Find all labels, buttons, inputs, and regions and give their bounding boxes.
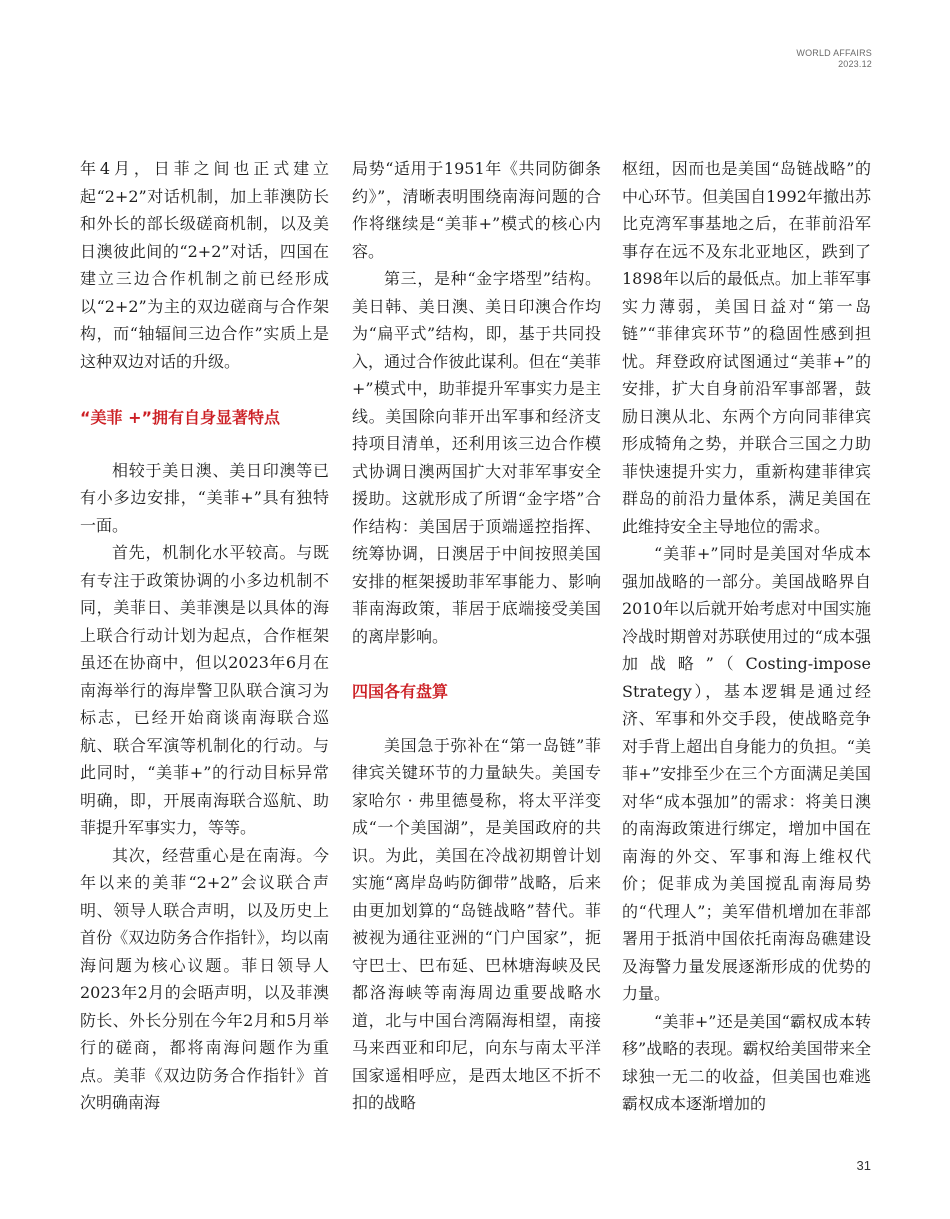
running-header — [796, 48, 872, 70]
paragraph: “美菲+”还是美国“霸权成本转移”战略的表现。霸权给美国带来全球独一无二的收益，但美国也难逃霸权成本逐渐增加的 — [622, 1011, 871, 1113]
section-heading: “美菲 +”拥有自身显著特点 — [80, 408, 281, 427]
paragraph: 其次，经营重心是在南海。今年以来的美菲“2+2”会议联合声明、领导人联合声明，以及历史上首份《双边防务合作指针》，均以南海问题为核心议题。菲日领导人2023年2月的会晤声明，以及菲澳防长、外长分别在今年2月和5月举行的磋商，都将南海问题作为重点。美菲《双边防务合作指针》首次明确南海 — [80, 845, 329, 1112]
paragraph: 年4月，日菲之间也正式建立起“2+2”对话机制，加上菲澳防长和外长的部长级磋商机制，以及美日澳彼此间的“2+2”对话，四国在建立三边合作机制之前已经形成以“2+2”为主的双边磋商与合作架构，而“轴辐间三边合作”实质上是这种双边对话的升级。 — [80, 159, 329, 371]
paragraph: 局势“适用于1951年《共同防御条约》”，清晰表明围绕南海问题的合作将继续是“美菲+”模式的核心内容。 — [352, 159, 601, 261]
section-heading: 四国各有盘算 — [352, 682, 449, 701]
paragraph: 相较于美日澳、美日印澳等已有小多边安排，“美菲+”具有独特一面。 — [80, 460, 329, 535]
issue-date: 2023.12 — [838, 59, 872, 69]
paragraph: 首先，机制化水平较高。与既有专注于政策协调的小多边机制不同，美菲日、美菲澳是以具体的海上联合行动计划为起点，合作框架虽还在协商中，但以2023年6月在南海举行的海岸警卫队联合演习为标志，已经开始商谈南海联合巡航、联合军演等机制化的行动。与此同时，“美菲+”的行动目标异常明确，即，开展南海联合巡航、助菲提升军事实力，等等。 — [80, 543, 329, 837]
column-1 — [80, 155, 329, 1117]
paragraph: 美国急于弥补在“第一岛链”菲律宾关键环节的力量缺失。美国专家哈尔 · 弗里德曼称，将太平洋变成“一个美国湖”，是美国政府的共识。为此，美国在冷战初期曾计划实施“离岸岛屿防御带”战略，后来由更加划算的“岛链战略”替代。菲被视为通往亚洲的“门户国家”，扼守巴士、巴布延、巴林塘海峡及民都洛海峡等南海周边重要战略水道，北与中国台湾隔海相望，南接马来西亚和印尼，向东与南太平洋国家遥相呼应，是西太地区不折不扣的战略 — [352, 735, 601, 1112]
column-3 — [622, 155, 871, 1118]
paragraph: 枢纽，因而也是美国“岛链战略”的中心环节。但美国自1992年撤出苏比克湾军事基地之后，在菲前沿军事存在远不及东北亚地区，跌到了1898年以后的最低点。加上菲军事实力薄弱，美国日益对“第一岛链”“菲律宾环节”的稳固性感到担忧。拜登政府试图通过“美菲+”的安排，扩大自身前沿军事部署，鼓励日澳从北、东两个方向同菲律宾形成犄角之势，并联合三国之力助菲快速提升实力，重新构建菲律宾群岛的前沿力量体系，满足美国在此维持安全主导地位的需求。 — [622, 159, 871, 536]
paragraph: “美菲+”同时是美国对华成本强加战略的一部分。美国战略界自2010年以后就开始考虑对中国实施冷战时期曾对苏联使用过的“成本强加战略”（Costing-impose Strategy），基本逻辑是通过经济、军事和外交手段，使战略竞争对手背上超出自身能力的负担。“美菲+”安排至少在三个方面满足美国对华“成本强加”的需求：将美日澳的南海政策进行绑定，增加中国在南海的外交、军事和海上维权代价；促菲成为美国搅乱南海局势的“代理人”；美军借机增加在菲部署用于抵消中国依托南海岛礁建设及海警力量发展逐渐形成的优势的力量。 — [622, 544, 871, 1003]
page-number: 31 — [856, 1158, 871, 1173]
paragraph: 第三，是种“金字塔型”结构。美日韩、美日澳、美日印澳合作均为“扁平式”结构，即，基于共同投入，通过合作彼此谋利。但在“美菲+”模式中，助菲提升军事实力是主线。美国除向菲开出军事和经济支持项目清单，还利用该三边合作模式协调日澳两国扩大对菲军事安全援助。这就形成了所谓“金字塔”合作结构：美国居于顶端遥控指挥、统筹协调，日澳居于中间按照美国安排的框架援助菲军事能力、影响菲南海政策，菲居于底端接受美国的离岸影响。 — [352, 269, 601, 646]
magazine-title: WORLD AFFAIRS — [796, 48, 872, 58]
column-2 — [352, 155, 601, 1117]
